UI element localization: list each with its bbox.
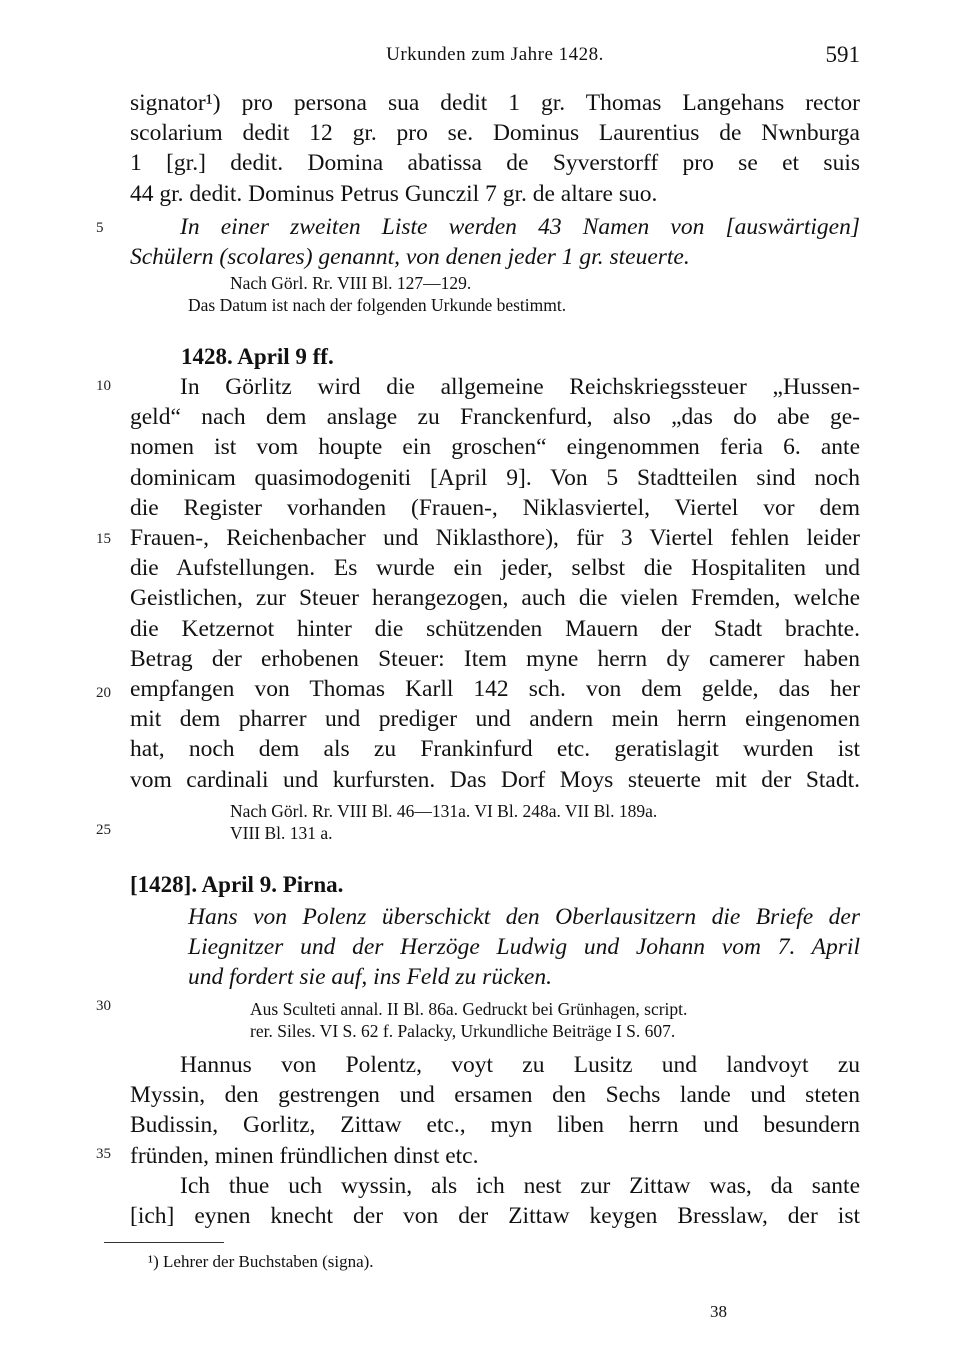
text-line: signator¹) pro persona sua dedit 1 gr. Thomas Langehans rector [130,90,860,116]
text-line: dominicam quasimodogeniti [April 9]. Von 5 Stadtteilen sind noch [130,464,860,491]
entry-text [130,372,860,795]
summary-line: Schülern (scolares) genannt, von denen jeder 1 gr. steuerte. [130,244,690,271]
source-line: VIII Bl. 131 a. [230,823,333,843]
text-line: 1 [gr.] dedit. Domina abatissa de Syverstorff pro se et suis [130,150,860,177]
text-line: vom cardinali und kurfursten. Das Dorf Moys steuerte mit der Stadt. [130,766,860,793]
text-line: mit dem pharrer und prediger und andern mein herrn eingenomen [130,706,860,733]
page-header [130,44,860,74]
line-number: 20 [96,685,111,701]
text-line: Betrag der erhobenen Steuer: Item myne herrn dy camerer haben [130,645,860,672]
source-line: Das Datum ist nach der folgenden Urkunde bestimmt. [188,295,567,315]
text-line: Hannus von Polentz, voyt zu Lusitz und landvoyt zu [180,1052,860,1078]
carryover-source [188,272,860,316]
text-line: die Ketzernot hinter die schützenden Mauern der Stadt brachte. [130,615,860,642]
line-number: 15 [96,531,111,547]
text-line: die Aufstellungen. Es wurde ein jeder, selbst die Hospitaliten und [130,555,860,582]
footnote: ¹) Lehrer der Buchstaben (signa). [148,1252,374,1271]
signature-mark: 38 [710,1302,727,1321]
line-number: 5 [96,220,104,236]
entry-source [250,998,860,1042]
text-line: die Register vorhanden (Frauen-, Niklasviertel, Viertel vor dem [130,494,860,521]
line-number: 30 [96,998,111,1014]
carryover-text [130,88,860,209]
entry-date-heading: [1428]. April 9. Pirna. [130,872,344,897]
line-number: 10 [96,378,111,394]
text-line: hat, noch dem als zu Frankinfurd etc. geratislagit wurden ist [130,736,860,763]
summary-line: In einer zweiten Liste werden 43 Namen von [auswärtigen] [180,214,860,240]
text-line: Myssin, den gestrengen und ersamen den Sechs lande und steten [130,1082,860,1109]
running-title: Urkunden zum Jahre 1428. [386,44,604,65]
source-line: Aus Sculteti annal. II Bl. 86a. Gedruckt bei Grünhagen, script. [250,999,688,1019]
entry-text [130,1050,860,1231]
text-line: scolarium dedit 12 gr. pro se. Dominus Laurentius de Nwnburga [130,120,860,147]
footnote-divider [104,1242,224,1243]
summary-line: Liegnitzer und der Herzöge Ludwig und Johann vom 7. April [188,934,860,961]
summary-line: und fordert sie auf, ins Feld zu rücken. [188,964,552,991]
entry-summary [188,902,860,993]
summary-line: Hans von Polenz überschickt den Oberlausitzern die Briefe der [188,904,860,930]
entry-source [230,800,860,844]
text-line: fründen, minen fründlichen dinst etc. [130,1142,479,1169]
text-line: [ich] eynen knecht der von der Zittaw keygen Bresslaw, der ist [130,1203,860,1230]
source-line: Nach Görl. Rr. VIII Bl. 127—129. [230,273,472,293]
text-line: 44 gr. dedit. Dominus Petrus Gunczil 7 gr. de altare suo. [130,180,658,207]
text-line: Budissin, Gorlitz, Zittaw etc., myn liben herrn und besundern [130,1112,860,1139]
text-line: geld“ nach dem anslage zu Franckenfurd, also „das do abe ge- [130,404,860,431]
text-line: Frauen-, Reichenbacher und Niklasthore), für 3 Viertel fehlen leider [130,525,860,552]
text-line: empfangen von Thomas Karll 142 sch. von dem gelde, das her [130,676,860,703]
entry-date-heading: 1428. April 9 ff. [181,344,334,369]
line-number: 35 [96,1146,111,1162]
source-line: Nach Görl. Rr. VIII Bl. 46—131a. VI Bl. 248a. VII Bl. 189a. [230,801,658,821]
text-line: In Görlitz wird die allgemeine Reichskriegssteuer „Hussen- [180,374,860,400]
page-number: 591 [825,42,860,67]
text-line: Ich thue uch wyssin, als ich nest zur Zittaw was, da sante [180,1172,860,1199]
text-line: nomen ist vom houpte ein groschen“ eingenommen feria 6. ante [130,434,860,461]
text-line: Geistlichen, zur Steuer herangezogen, auch die vielen Fremden, welche [130,585,860,612]
line-number: 25 [96,822,111,838]
source-line: rer. Siles. VI S. 62 f. Palacky, Urkundliche Beiträge I S. 607. [250,1021,676,1041]
carryover-summary [130,212,860,272]
